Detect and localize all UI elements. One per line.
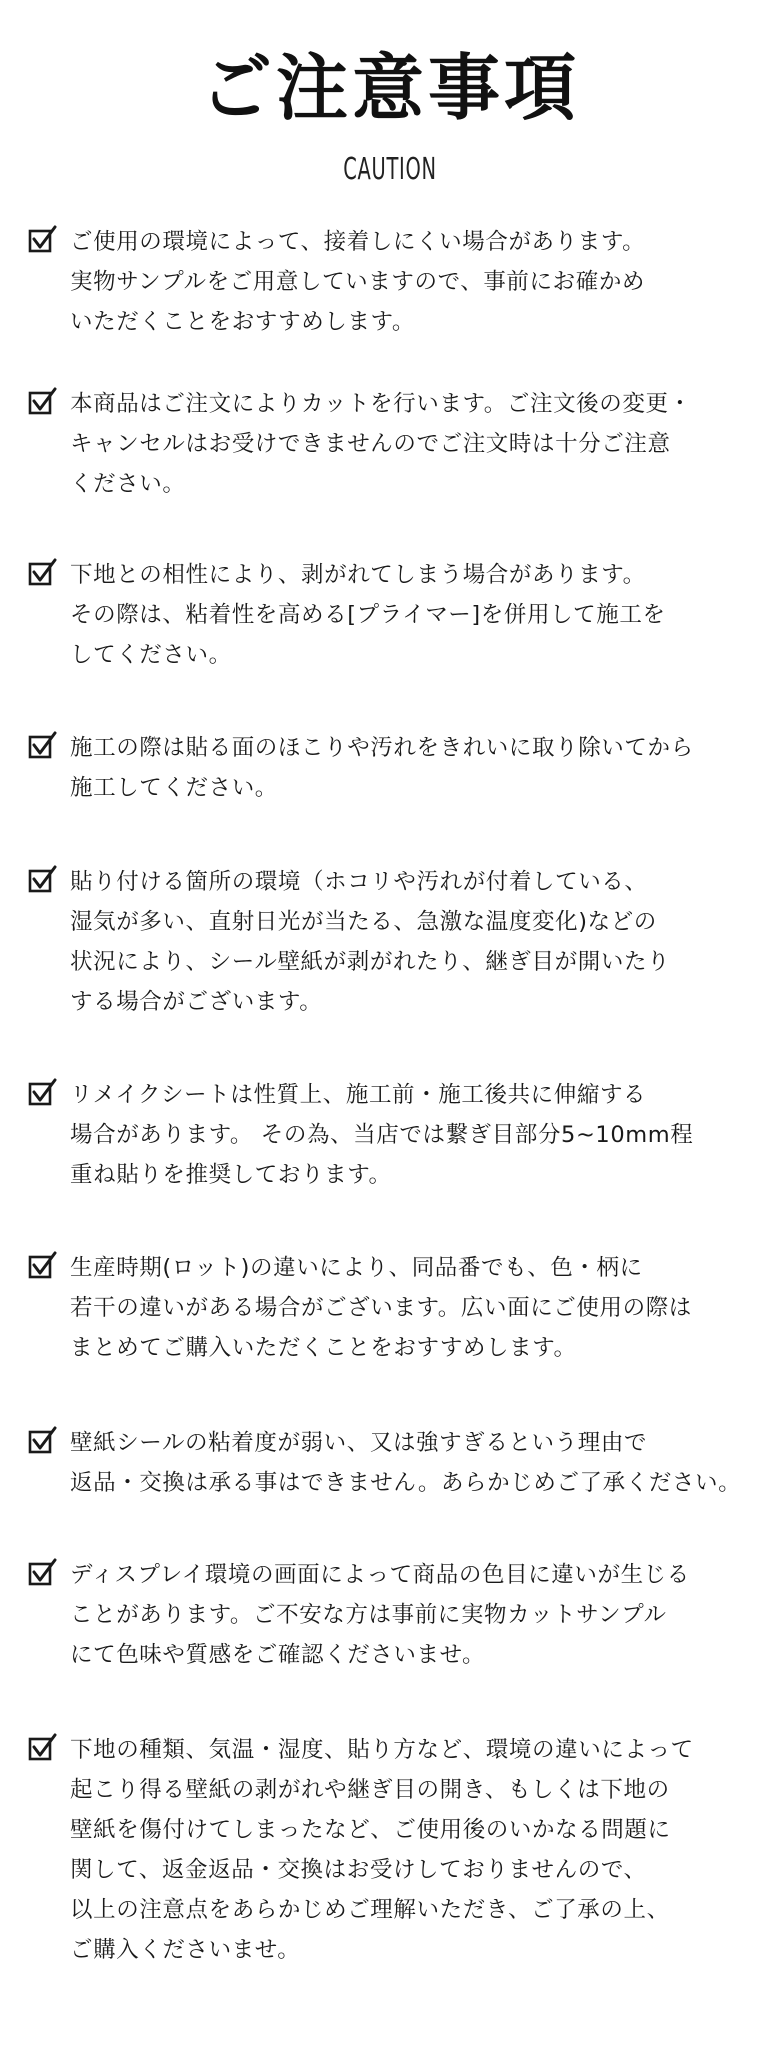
caution-line: いただくことをおすすめします。 bbox=[70, 309, 415, 335]
caution-line: 実物サンプルをご用意していますので、事前にお確かめ bbox=[70, 269, 646, 295]
caution-line: 返品・交換は承る事はできません。あらかじめご了承ください。 bbox=[70, 1470, 742, 1496]
caution-line: してください。 bbox=[70, 642, 232, 668]
caution-line: する場合がございます。 bbox=[70, 989, 323, 1015]
caution-line: 施工してください。 bbox=[70, 775, 278, 801]
caution-line: 生産時期(ロット)の違いにより、同品番でも、色・柄に bbox=[70, 1255, 643, 1281]
caution-line: 壁紙を傷付けてしまったなど、ご使用後のいかなる問題に bbox=[70, 1817, 671, 1843]
caution-line: 重ね貼りを推奨しております。 bbox=[70, 1162, 392, 1188]
caution-line: 状況により、シール壁紙が剥がれたり、継ぎ目が開いたり bbox=[70, 949, 671, 975]
caution-line: 本商品はご注文によりカットを行います。ご注文後の変更・ bbox=[70, 391, 692, 417]
caution-line: 貼り付ける箇所の環境（ホコリや汚れが付着している、 bbox=[70, 869, 648, 895]
caution-line: 下地との相性により、剥がれてしまう場合があります。 bbox=[70, 562, 646, 588]
page-subtitle: CAUTION bbox=[343, 152, 437, 187]
caution-line: 壁紙シールの粘着度が弱い、又は強すぎるという理由で bbox=[70, 1430, 648, 1456]
caution-line: キャンセルはお受けできませんのでご注文時は十分ご注意 bbox=[70, 431, 671, 457]
caution-line: 起こり得る壁紙の剥がれや継ぎ目の開き、もしくは下地の bbox=[70, 1777, 670, 1803]
caution-line: ください。 bbox=[70, 471, 186, 497]
caution-line: 関して、返金返品・交換はお受けしておりませんので、 bbox=[70, 1857, 647, 1883]
checkbox-checked-icon bbox=[28, 387, 58, 417]
caution-line: ディスプレイ環境の画面によって商品の色目に違いが生じる bbox=[70, 1562, 690, 1588]
caution-line: 下地の種類、気温・湿度、貼り方など、環境の違いによって bbox=[70, 1737, 694, 1763]
checkbox-checked-icon bbox=[28, 1558, 58, 1588]
checkbox-checked-icon bbox=[28, 1078, 58, 1108]
page-title: ご注意事項 bbox=[199, 46, 580, 130]
caution-line: にて色味や質感をご確認くださいませ。 bbox=[70, 1642, 486, 1668]
caution-line: 湿気が多い、直射日光が当たる、急激な温度変化)などの bbox=[70, 909, 657, 935]
checkbox-checked-icon bbox=[28, 558, 58, 588]
caution-line: 若干の違いがある場合がございます。広い面にご使用の際は bbox=[70, 1295, 692, 1321]
caution-line: その際は、粘着性を高める[プライマー]を併用して施工を bbox=[70, 602, 666, 628]
checkbox-checked-icon bbox=[28, 1426, 58, 1456]
caution-line: 場合があります。 その為、当店では繋ぎ目部分5~10mm程 bbox=[70, 1122, 694, 1148]
caution-line: ご購入くださいませ。 bbox=[70, 1937, 301, 1963]
caution-line: 以上の注意点をあらかじめご理解いただき、ご了承の上、 bbox=[70, 1897, 670, 1923]
checkbox-checked-icon bbox=[28, 1251, 58, 1281]
checkbox-checked-icon bbox=[28, 225, 58, 255]
checkbox-checked-icon bbox=[28, 865, 58, 895]
caution-line: 施工の際は貼る面のほこりや汚れをきれいに取り除いてから bbox=[70, 735, 694, 761]
caution-line: ご使用の環境によって、接着しにくい場合があります。 bbox=[70, 229, 646, 255]
caution-line: ことがあります。ご不安な方は事前に実物カットサンプル bbox=[70, 1602, 667, 1628]
caution-line: まとめてご購入いただくことをおすすめします。 bbox=[70, 1335, 577, 1361]
checkbox-checked-icon bbox=[28, 1733, 58, 1763]
caution-line: リメイクシートは性質上、施工前・施工後共に伸縮する bbox=[70, 1082, 647, 1108]
checkbox-checked-icon bbox=[28, 731, 58, 761]
